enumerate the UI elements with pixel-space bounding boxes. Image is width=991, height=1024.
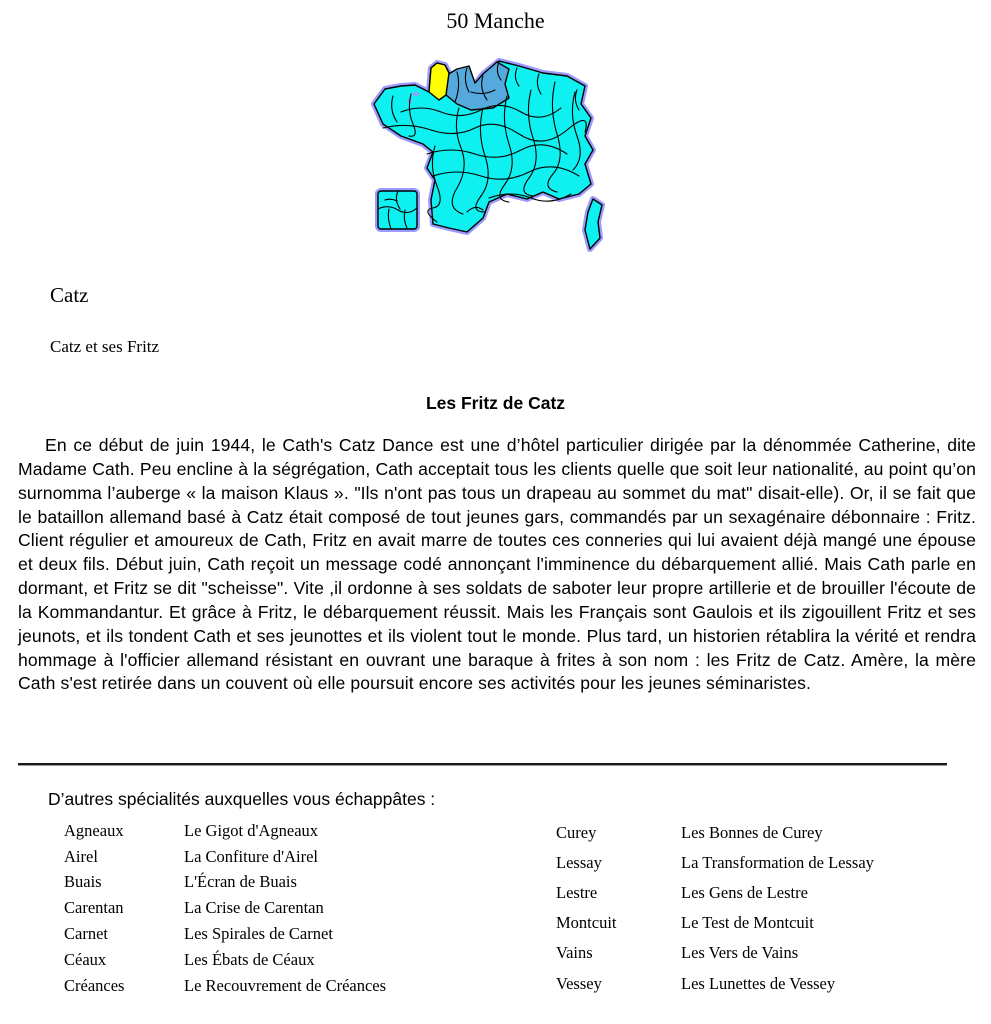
place-name: Carnet xyxy=(64,924,108,944)
horizontal-rule xyxy=(18,763,947,766)
specialty-name: Les Lunettes de Vessey xyxy=(681,973,836,993)
specialties-column-left xyxy=(64,818,556,999)
specialty-name: Le Gigot d'Agneaux xyxy=(184,820,319,840)
specialties-intro: D’autres spécialités auxquelles vous échappâtes : xyxy=(48,789,436,809)
article-heading: Les Fritz de Catz xyxy=(425,393,566,413)
list-item xyxy=(64,844,556,870)
list-item xyxy=(556,878,944,908)
place-name: Lessay xyxy=(556,853,602,873)
place-name: Agneaux xyxy=(64,820,124,840)
list-item xyxy=(556,818,944,848)
specialty-name: Les Ébats de Céaux xyxy=(184,949,315,969)
list-item xyxy=(556,968,944,998)
page-title: 50 Manche xyxy=(446,8,545,33)
france-departments-map xyxy=(371,52,631,254)
place-name: Lestre xyxy=(556,883,598,903)
specialty-name: Les Spirales de Carnet xyxy=(184,924,333,944)
specialty-name: Les Bonnes de Curey xyxy=(681,823,823,843)
section-title: Catz xyxy=(50,283,89,307)
list-item xyxy=(64,921,556,947)
normandy-region xyxy=(446,62,509,110)
place-name: Carentan xyxy=(64,898,124,918)
place-name: Vessey xyxy=(556,973,602,993)
specialty-name: La Confiture d'Airel xyxy=(184,846,319,866)
place-name: Vains xyxy=(556,943,593,963)
specialties-lists xyxy=(64,818,944,999)
specialty-name: La Transformation de Lessay xyxy=(681,853,874,873)
list-item xyxy=(64,947,556,973)
section-subtitle: Catz et ses Fritz xyxy=(50,337,160,356)
list-item xyxy=(556,938,944,968)
specialty-name: Le Test de Montcuit xyxy=(681,913,814,933)
article-paragraph: En ce début de juin 1944, le Cath's Catz Dance est une d’hôtel particulier dirigée par la dénommée Catherine, dite Madame Cath. Peu encline à la ségrégation, Cath acceptait tous les clients quelle que soit leur nationalité, au point qu’on surnomma l’auberge « la maison Klaus ». "Ils n'ont pas tous un drapeau au sommet du mat" disait-elle). Or, il se fait que le bataillon allemand basé à Catz était composé de tout jeunes gars, commandés par un sexagénaire débonnaire : Fritz. Client régulier et amoureux de Cath, Fritz en avait marre de toutes ces conneries qui lui avaient déjà mangé une épouse et deux fils. Début juin, Cath reçoit un message codé annonçant l'imminence du débarquement allié. Mais Cath parle en dormant, et Fritz se dit "scheisse". Vite ,il ordonne à ses soldats de saboter leur propre artillerie et de brouiller l'écoute de la Kommandantur. Et grâce à Fritz, le débarquement réussit. Mais les Français sont Gaulois et ils zigouillent Fritz et ses jeunots, et ils tondent Cath et ses jeunottes et ils violent tout le monde. Plus tard, un historien rétablira la vérité et rendra hommage à l'officier allemand résistant en ouvrant une baraque à frites à son nom : les Fritz de Catz. Amère, la mère Cath s'est retirée dans un couvent où elle poursuit encore ses activités pour les jeunes séminaristes. xyxy=(18,435,976,694)
specialty-name: Le Recouvrement de Créances xyxy=(184,975,387,995)
france-map-svg xyxy=(371,52,631,254)
specialty-name: Les Vers de Vains xyxy=(681,943,799,963)
list-item xyxy=(64,895,556,921)
place-name: Curey xyxy=(556,823,597,843)
place-name: Buais xyxy=(64,872,102,892)
specialties-column-right xyxy=(556,818,944,999)
manche-department-highlight xyxy=(429,63,449,100)
place-name: Céaux xyxy=(64,949,107,969)
list-item xyxy=(556,908,944,938)
place-name: Montcuit xyxy=(556,913,617,933)
ile-de-france-inset xyxy=(378,191,417,229)
specialty-name: L'Écran de Buais xyxy=(184,872,297,892)
list-item xyxy=(64,973,556,999)
specialty-name: Les Gens de Lestre xyxy=(681,883,808,903)
list-item xyxy=(64,818,556,844)
list-item xyxy=(64,870,556,896)
specialty-name: La Crise de Carentan xyxy=(184,898,324,918)
place-name: Créances xyxy=(64,975,125,995)
place-name: Airel xyxy=(64,846,98,866)
list-item xyxy=(556,848,944,878)
